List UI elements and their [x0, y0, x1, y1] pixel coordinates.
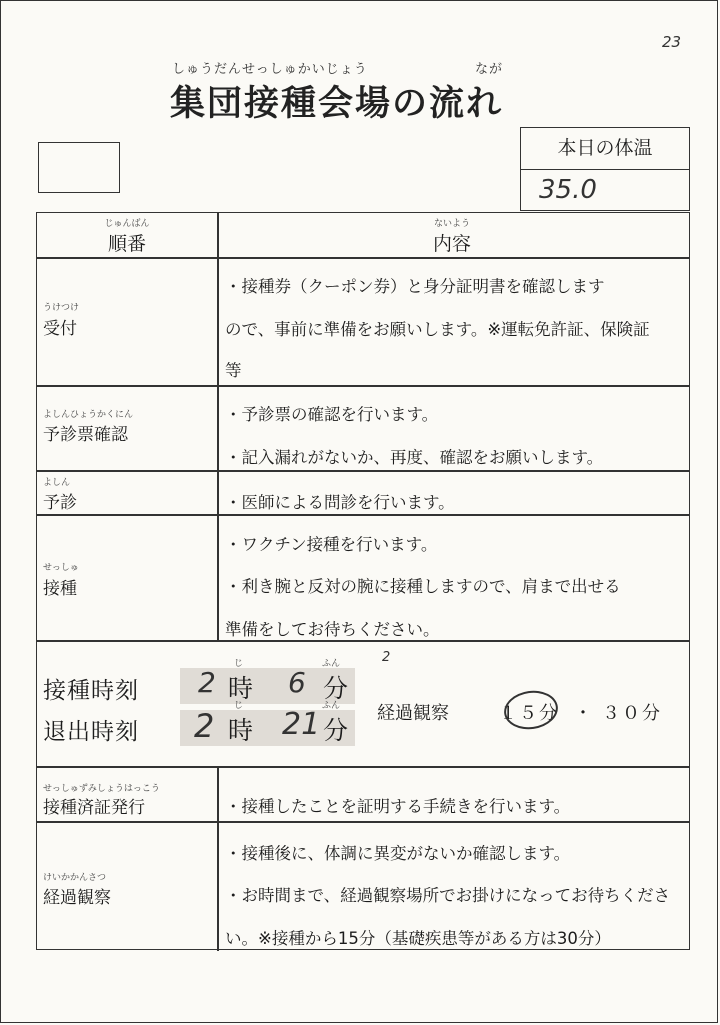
- step-ruby: よしんひょうかくにん: [43, 410, 134, 420]
- step-content-line: ・医師による問診を行います。: [225, 493, 455, 512]
- temperature-value[interactable]: 35.0: [539, 175, 597, 205]
- temperature-box: [520, 127, 690, 211]
- row-divider: [37, 257, 689, 259]
- step-content-line: ・接種券（クーポン券）と身分証明書を確認します: [225, 277, 605, 296]
- hour-ruby: じ: [234, 701, 244, 711]
- title-ruby: しゅうだんせっしゅかいじょう: [172, 62, 368, 77]
- observation-label: 経過観察: [377, 703, 449, 724]
- step-name-observation: 経過観察: [43, 888, 111, 908]
- step-ruby: よしん: [43, 478, 71, 488]
- exit-time-label: 退出時刻: [43, 719, 139, 745]
- column-divider: [217, 213, 219, 640]
- step-name-reception: 受付: [43, 319, 77, 339]
- step-content-line: ので、事前に準備をお願いします。※運転免許証、保険証: [225, 320, 650, 339]
- exit-minute: 21: [282, 707, 321, 742]
- vaccination-minute: 6: [288, 666, 306, 699]
- title-ruby-nagare: なが: [475, 62, 504, 77]
- step-name-medical-interview: 予診: [43, 493, 77, 513]
- minute-unit: 分: [323, 716, 349, 745]
- observation-separator: ・: [574, 703, 594, 724]
- step-ruby: せっしゅ: [43, 563, 79, 573]
- vaccination-hour: 2: [198, 666, 216, 699]
- step-content-line: ・利き腕と反対の腕に接種しますので、肩まで出せる: [225, 577, 621, 596]
- step-content-line: ・お時間まで、経過観察場所でお掛けになってお待ちくださ: [225, 886, 671, 905]
- step-ruby: けいかかんさつ: [43, 873, 107, 883]
- hour-unit: 時: [228, 716, 254, 745]
- step-ruby: うけつけ: [43, 303, 80, 313]
- row-divider: [37, 821, 689, 823]
- step-name-questionnaire-check: 予診票確認: [43, 425, 128, 445]
- exit-time-field[interactable]: [180, 701, 355, 746]
- minute-unit: 分: [323, 674, 349, 703]
- blank-stamp-box: [38, 142, 120, 193]
- step-content-line: ・ワクチン接種を行います。: [225, 535, 438, 554]
- header-content: 内容: [432, 233, 471, 255]
- minute-ruby: ふん: [322, 659, 341, 669]
- row-divider: [37, 640, 689, 642]
- row-divider: [37, 766, 689, 768]
- step-name-certificate-issuance: 接種済証発行: [43, 798, 145, 818]
- observation-option-15[interactable]: １５分: [499, 703, 559, 724]
- header-order: 順番: [107, 233, 146, 255]
- step-content-line: ・接種したことを証明する手続きを行います。: [225, 797, 571, 816]
- step-content-line: ・記入漏れがないか、再度、確認をお願いします。: [225, 448, 604, 467]
- exit-hour: 2: [194, 707, 215, 745]
- header-order-ruby: じゅんばん: [104, 219, 150, 229]
- header-content-ruby: ないよう: [433, 219, 470, 229]
- row-divider: [37, 514, 689, 516]
- observation-handwritten-note: 2: [382, 650, 391, 665]
- vaccination-time-label: 接種時刻: [43, 678, 139, 704]
- step-content-line: 等: [225, 361, 242, 380]
- page-number: 23: [662, 33, 682, 51]
- hour-unit: 時: [228, 674, 254, 703]
- step-content-line: 準備をしてお待ちください。: [225, 620, 440, 639]
- step-content-line: ・予診票の確認を行います。: [225, 405, 439, 424]
- minute-ruby: ふん: [322, 701, 341, 711]
- row-divider: [37, 470, 689, 472]
- step-ruby: せっしゅずみしょうはっこう: [43, 784, 160, 794]
- step-content-line: い。※接種から15分（基礎疾患等がある方は30分）: [225, 929, 611, 948]
- observation-option-30[interactable]: ３０分: [602, 703, 662, 724]
- step-name-vaccination: 接種: [43, 579, 77, 599]
- column-divider: [217, 766, 219, 951]
- selected-option-circle: [502, 687, 561, 732]
- hour-ruby: じ: [234, 659, 244, 669]
- row-divider: [37, 385, 689, 387]
- page-title: 集団接種会場の流れ: [170, 84, 504, 124]
- step-content-line: ・接種後に、体調に異変がないか確認します。: [225, 844, 571, 863]
- flow-table: [36, 212, 690, 950]
- temperature-label: 本日の体温: [521, 128, 689, 170]
